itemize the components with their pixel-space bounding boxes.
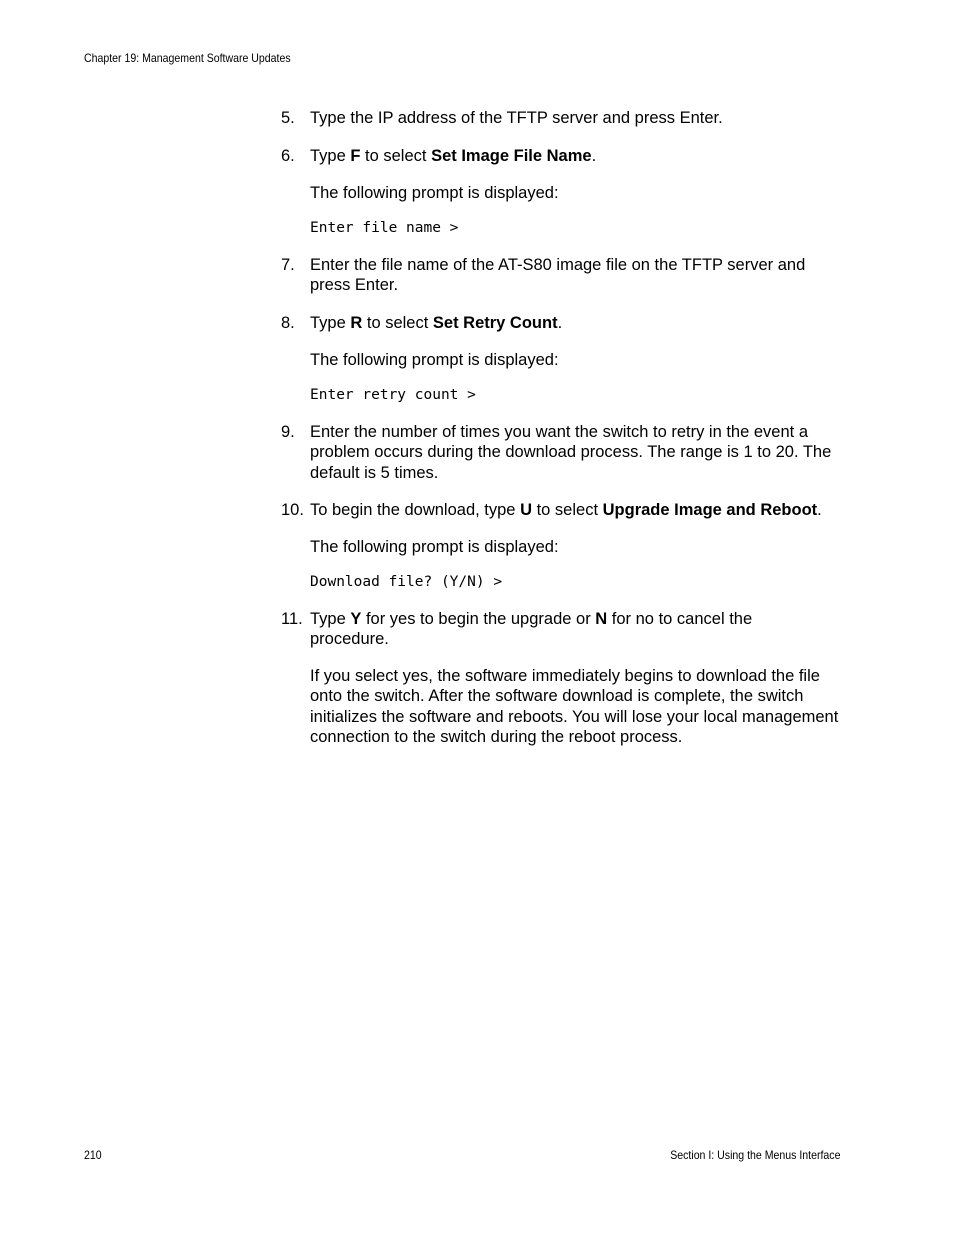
step-9 [281,422,841,483]
prompt-retry-count: Enter retry count > [310,387,476,403]
step-11 [281,609,781,650]
step-10 [281,500,861,520]
step-text [310,609,781,650]
prompt-file-name: Enter file name > [310,220,459,236]
step-text: Enter the number of times you want the switch to retry in the event a problem occurs during the download process. The range is 1 to 20. The default is 5 times. [310,423,832,482]
key-label: Y [350,610,362,628]
step-number: 5. [281,109,295,127]
prompt-download: Download file? (Y/N) > [310,574,503,590]
closing-paragraph: If you select yes, the software immediately begins to download the file onto the switch. After the software download is complete, the switch initializes the software and reboots. You will lose your local management connection to the switch during the reboot process. [310,667,839,746]
step-text [310,313,841,333]
step-number: 7. [281,256,295,274]
prompt-intro: The following prompt is displayed: [310,538,559,556]
step-text-part: Type [310,314,351,332]
step-text-part: Type [310,147,351,165]
step-text-part: to select [532,501,603,519]
step-text: Enter the file name of the AT-S80 image file on the TFTP server and press Enter. [310,256,806,295]
key-label: F [350,147,361,165]
page-number: 210 [84,1148,102,1162]
step-text: Type the IP address of the TFTP server and press Enter. [310,109,723,127]
step-8 [281,313,841,333]
step-number: 9. [281,423,295,441]
prompt-intro: The following prompt is displayed: [310,184,559,202]
step-text-part: to select [360,147,432,165]
step-text-part: . [817,501,822,519]
step-text-part: . [591,147,597,165]
step-number: 6. [281,147,295,165]
step-text-part: to select [362,314,433,332]
key-label: U [520,501,532,519]
key-label: N [595,610,608,628]
menu-option-label: Set Retry Count [432,314,558,332]
key-label: R [350,314,363,332]
section-title: Section I: Using the Menus Interface [669,1148,840,1162]
menu-option-label: Set Image File Name [431,147,592,165]
step-number: 11. [281,610,303,628]
step-5 [281,108,841,128]
step-6 [281,146,841,166]
step-7 [281,255,841,296]
step-text-part: for no to cancel the procedure. [310,610,753,649]
step-text [310,146,841,166]
menu-option-label: Upgrade Image and Reboot [602,501,818,519]
step-text-part: for yes to begin the upgrade or [361,610,596,628]
step-text-part: To begin the download, type [310,501,521,519]
prompt-intro: The following prompt is displayed: [310,351,559,369]
step-text [310,500,861,520]
step-text-part: Type [310,610,351,628]
step-text-part: . [557,314,563,332]
step-number: 10. [281,501,304,519]
running-header: Chapter 19: Management Software Updates [84,51,291,65]
step-number: 8. [281,314,295,332]
